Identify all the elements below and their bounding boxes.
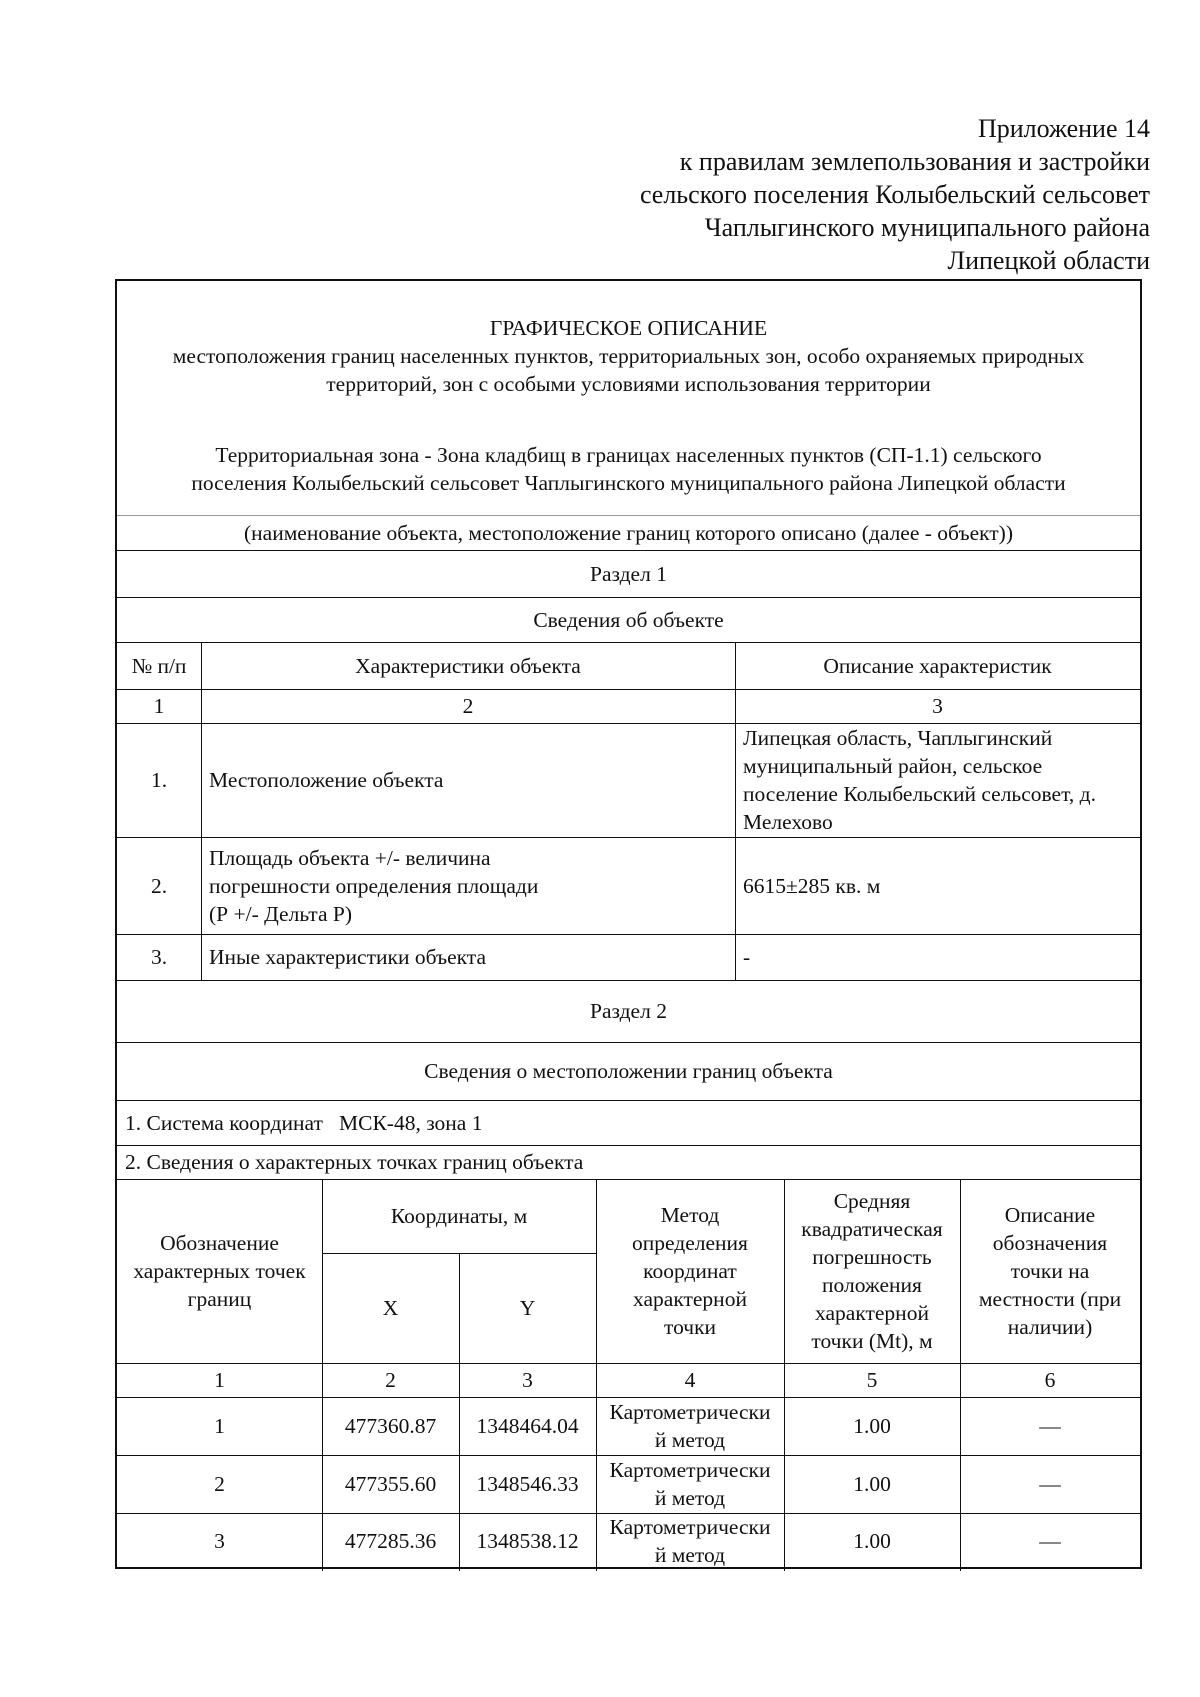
- point-description: —: [1039, 1414, 1061, 1438]
- header-line: характерной: [815, 1301, 929, 1325]
- row-characteristic-line: (Р +/- Дельта Р): [209, 901, 353, 926]
- zone-name-line: Территориальная зона - Зона кладбищ в границах населенных пунктов (СП-1.1) сельского: [215, 443, 1042, 467]
- row-number: 3.: [150, 945, 168, 969]
- appendix-line: Приложение 14: [977, 114, 1150, 143]
- method-line: Картометрически: [609, 1515, 771, 1539]
- header-line: координат: [643, 1259, 737, 1283]
- section2-subtitle: Сведения о местоположении границ объекта: [424, 1059, 833, 1083]
- appendix-line: Липецкой области: [947, 246, 1150, 275]
- header-line: характерных точек: [133, 1259, 306, 1283]
- col-number: 4: [684, 1368, 696, 1392]
- header-line: Обозначение: [160, 1231, 279, 1255]
- row-characteristic: Иные характеристики объекта: [209, 945, 487, 969]
- method-line: й метод: [654, 1428, 726, 1452]
- description-form: [115, 279, 1142, 1569]
- header-line: точки на: [1010, 1259, 1090, 1283]
- method-line: Картометрически: [609, 1400, 771, 1424]
- row-description-line: муниципальный район, сельское: [743, 754, 1043, 778]
- row-characteristic-line: Площадь объекта +/- величина: [209, 845, 491, 870]
- section2-title: Раздел 2: [590, 999, 667, 1023]
- point-y: 1348538.12: [476, 1529, 579, 1553]
- header-line: определения: [632, 1231, 748, 1255]
- point-x: 477355.60: [344, 1472, 437, 1496]
- header-coords: Координаты, м: [390, 1204, 528, 1228]
- zone-name-line: поселения Колыбельский сельсовет Чаплыгинского муниципального района Липецкой области: [191, 471, 1066, 495]
- col-header-description: Описание характеристик: [823, 653, 1052, 678]
- method-line: й метод: [654, 1543, 726, 1567]
- header-line: местности (при: [978, 1287, 1122, 1311]
- header-line: положения: [822, 1273, 922, 1297]
- header-line: погрешность: [812, 1245, 932, 1269]
- points-title: 2. Сведения о характерных точках границ объекта: [125, 1150, 584, 1174]
- col-number: 6: [1044, 1368, 1056, 1392]
- form-subtitle-line: территорий, зон с особыми условиями использования территории: [326, 372, 931, 396]
- col-header-characteristic: Характеристики объекта: [355, 653, 581, 678]
- form-subtitle-line: местоположения границ населенных пунктов, территориальных зон, особо охраняемых природных: [172, 344, 1085, 368]
- header-line: характерной: [633, 1287, 747, 1311]
- section1-subtitle: Сведения об объекте: [533, 607, 724, 632]
- section1-title: Раздел 1: [590, 561, 667, 586]
- header-line: точки: [663, 1315, 717, 1339]
- point-x: 477360.87: [344, 1414, 437, 1438]
- form-header: [117, 281, 1140, 515]
- point-description: —: [1039, 1529, 1061, 1553]
- row-description: 6615±285 кв. м: [743, 873, 881, 898]
- point-description: —: [1039, 1472, 1061, 1496]
- point-method: [596, 1513, 784, 1569]
- col-number: 2: [385, 1368, 396, 1392]
- col-header-num: № п/п: [131, 653, 187, 678]
- appendix-line: к правилам землепользования и застройки: [679, 147, 1150, 176]
- method-line: Картометрически: [609, 1458, 771, 1482]
- row-characteristic: Местоположение объекта: [209, 768, 444, 792]
- header-line: Средняя: [833, 1189, 911, 1213]
- appendix-line: сельского поселения Колыбельский сельсовет: [639, 180, 1150, 209]
- col-number: 1: [214, 1368, 225, 1392]
- header-method: [596, 1179, 784, 1363]
- method-line: й метод: [654, 1486, 726, 1510]
- point-accuracy: 1.00: [853, 1472, 891, 1496]
- appendix-header: [450, 112, 1150, 277]
- col-number: 3: [932, 694, 943, 718]
- col-number: 3: [522, 1368, 533, 1392]
- point-method: [596, 1397, 784, 1455]
- header-line: Метод: [660, 1203, 720, 1227]
- row-number: 2.: [150, 873, 168, 898]
- point-y: 1348546.33: [476, 1472, 579, 1496]
- appendix-line: Чаплыгинского муниципального района: [704, 213, 1150, 242]
- header-y: Y: [519, 1296, 536, 1320]
- row-description: [735, 723, 1140, 837]
- point-accuracy: 1.00: [853, 1529, 891, 1553]
- header-line: Описание: [1004, 1203, 1096, 1227]
- col-number: 1: [153, 694, 165, 718]
- point-method: [596, 1455, 784, 1513]
- row-characteristic: [201, 837, 735, 934]
- header-x: X: [382, 1296, 399, 1320]
- form-title: ГРАФИЧЕСКОЕ ОПИСАНИЕ: [489, 316, 768, 340]
- object-note: (наименование объекта, местоположение границ которого описано (далее - объект)): [243, 520, 1013, 545]
- point-id: 1: [214, 1414, 225, 1438]
- header-accuracy: [784, 1179, 960, 1363]
- header-line: обозначения: [992, 1231, 1108, 1255]
- row-description-line: Мелехово: [743, 810, 833, 834]
- header-description: [960, 1179, 1140, 1363]
- coord-system: 1. Система координат МСК-48, зона 1: [125, 1110, 483, 1135]
- point-accuracy: 1.00: [853, 1414, 891, 1438]
- header-line: точки (Mt), м: [811, 1329, 933, 1353]
- row-description: -: [743, 945, 751, 969]
- row-characteristic-line: погрешности определения площади: [209, 873, 539, 898]
- header-line: границ: [187, 1287, 252, 1311]
- point-id: 2: [214, 1472, 225, 1496]
- header-line: квадратическая: [801, 1217, 943, 1241]
- header-line: наличии): [1007, 1315, 1093, 1339]
- point-x: 477285.36: [344, 1529, 437, 1553]
- point-y: 1348464.04: [476, 1414, 579, 1438]
- row-description-line: поселение Колыбельский сельсовет, д.: [743, 782, 1096, 806]
- row-number: 1.: [150, 768, 168, 792]
- point-id: 3: [214, 1529, 225, 1553]
- col-number: 5: [866, 1368, 878, 1392]
- header-point-label: [117, 1179, 322, 1363]
- row-description-line: Липецкая область, Чаплыгинский: [743, 726, 1053, 750]
- col-number: 2: [462, 694, 474, 718]
